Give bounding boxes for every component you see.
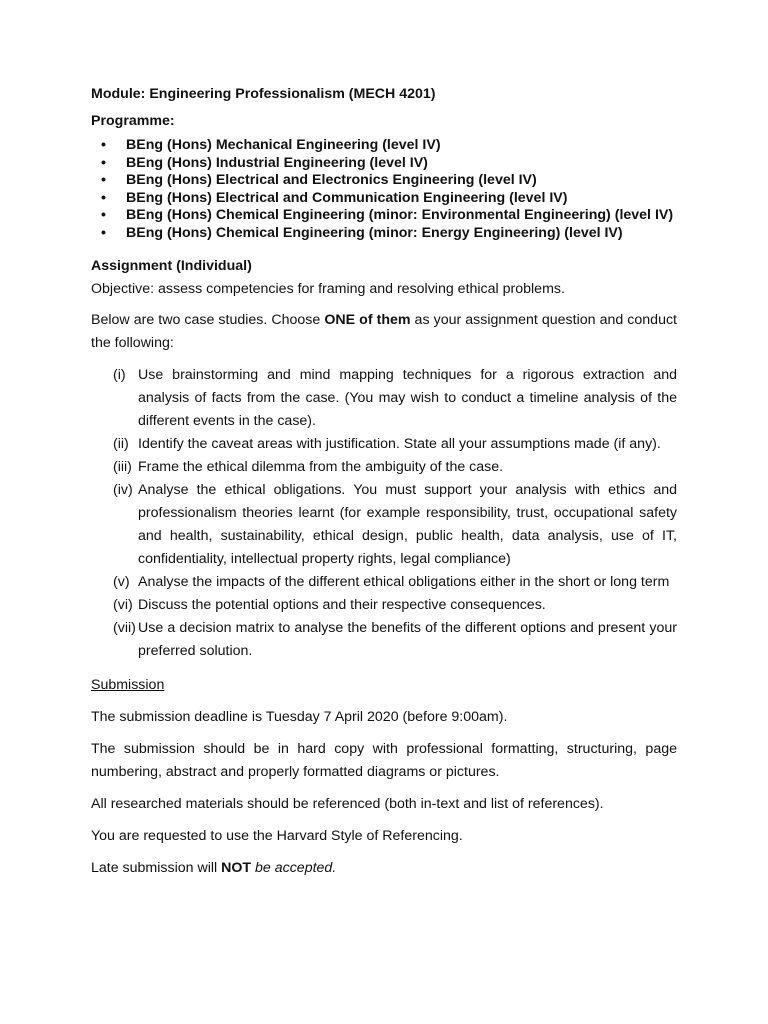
- programme-item: [91, 137, 677, 155]
- submission-late: [91, 857, 677, 880]
- programme-item: [91, 172, 677, 190]
- programme-item: [91, 207, 677, 225]
- bullet-icon: •: [101, 137, 106, 153]
- submission-heading: Submission: [91, 676, 165, 693]
- task-text: Frame the ethical dilemma from the ambiguity of the case.: [138, 458, 504, 475]
- task-item: [91, 571, 677, 594]
- programme-item-text: BEng (Hons) Electrical and Electronics Engineering (level IV): [126, 172, 537, 189]
- programme-item-text: BEng (Hons) Chemical Engineering (minor: Energy Engineering) (level IV): [126, 224, 623, 241]
- task-number: (vii): [113, 619, 136, 636]
- task-text: Use a decision matrix to analyse the benefits of the different options and present your preferred solution.: [138, 619, 677, 659]
- task-number: (v): [113, 573, 130, 590]
- assignment-objective: Objective: assess competencies for framing and resolving ethical problems.: [91, 280, 565, 297]
- intro-text-start: Below are two case studies. Choose: [91, 311, 325, 328]
- task-text: Identify the caveat areas with justification. State all your assumptions made (if any).: [138, 435, 661, 452]
- task-text: Discuss the potential options and their respective consequences.: [138, 596, 546, 613]
- task-item: [91, 617, 677, 663]
- programme-list: [91, 137, 677, 243]
- programme-item-text: BEng (Hons) Chemical Engineering (minor: Environmental Engineering) (level IV): [126, 207, 674, 224]
- programme-item: [91, 225, 677, 243]
- intro-text-end: as your assignment question and conduct the following:: [91, 311, 677, 351]
- late-text-start: Late submission will: [91, 859, 222, 876]
- submission-references: All researched materials should be referenced (both in-text and list of references).: [91, 795, 604, 812]
- assignment-heading: Assignment (Individual): [91, 257, 252, 274]
- late-emphasis: NOT: [221, 859, 252, 876]
- assignment-intro: [91, 309, 677, 355]
- programme-item-text: BEng (Hons) Industrial Engineering (level IV): [126, 154, 428, 171]
- programme-label: Programme:: [91, 113, 175, 129]
- bullet-icon: •: [101, 172, 106, 189]
- task-item: [91, 594, 677, 617]
- submission-format: The submission should be in hard copy with professional formatting, structuring, page numbering, abstract and properly formatted diagrams or pictures.: [91, 740, 677, 780]
- task-item: [91, 479, 677, 571]
- task-item: [91, 433, 677, 456]
- module-title: Module: Engineering Professionalism (MECH 4201): [91, 86, 436, 102]
- bullet-icon: •: [101, 207, 106, 224]
- task-number: (iii): [113, 458, 132, 475]
- submission-deadline: The submission deadline is Tuesday 7 April 2020 (before 9:00am).: [91, 708, 508, 725]
- programme-item: [91, 155, 677, 173]
- bullet-icon: •: [101, 224, 106, 241]
- bullet-icon: •: [101, 154, 106, 171]
- programme-item: [91, 190, 677, 208]
- late-text-end: be accepted.: [251, 859, 337, 876]
- task-text: Analyse the ethical obligations. You must support your analysis with ethics and professionalism theories learnt (for example responsibility, trust, occupational safety and health, sustainability, ethical design, public health, data analysis, use of IT, confidentiality, intellectual property rights, legal compliance): [138, 481, 677, 567]
- task-number: (vi): [113, 596, 133, 613]
- task-list: [91, 364, 677, 663]
- document-page: [91, 84, 677, 880]
- task-number: (iv): [113, 481, 133, 498]
- task-text: Use brainstorming and mind mapping techniques for a rigorous extraction and analysis of facts from the case. (You may wish to conduct a timeline analysis of the different events in the case).: [138, 366, 677, 429]
- bullet-icon: •: [101, 189, 106, 206]
- task-number: (i): [113, 366, 126, 383]
- programme-item-text: BEng (Hons) Mechanical Engineering (level IV): [126, 137, 441, 153]
- programme-item-text: BEng (Hons) Electrical and Communication Engineering (level IV): [126, 189, 568, 206]
- submission-harvard: You are requested to use the Harvard Style of Referencing.: [91, 827, 463, 844]
- task-text: Analyse the impacts of the different ethical obligations either in the short or long term: [138, 573, 670, 590]
- task-item: [91, 456, 677, 479]
- task-number: (ii): [113, 435, 129, 452]
- task-item: [91, 364, 677, 433]
- intro-emphasis: ONE of them: [324, 311, 411, 328]
